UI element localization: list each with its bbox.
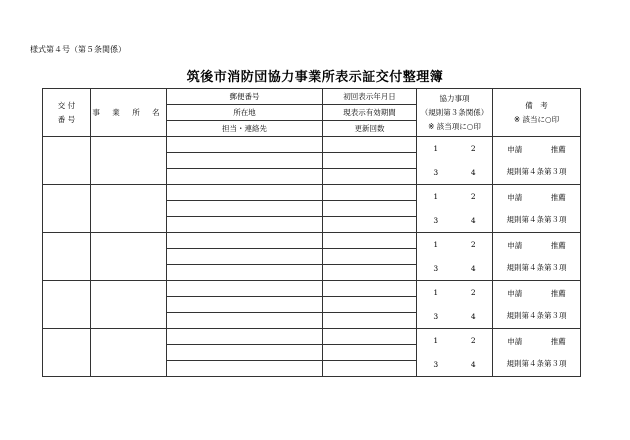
valid-period-cell[interactable]: [323, 201, 417, 217]
remarks-cell[interactable]: [493, 137, 581, 185]
coop-option-4[interactable]: 4: [470, 264, 476, 273]
remark-application[interactable]: 申請: [507, 289, 523, 298]
header-renewal-count: 更新回数: [323, 121, 417, 137]
contact-cell[interactable]: [167, 265, 323, 281]
office-name-cell[interactable]: [91, 281, 167, 329]
remark-rule-reference[interactable]: 規則第４条第３項: [506, 359, 567, 368]
renewal-count-cell[interactable]: [323, 265, 417, 281]
remark-application[interactable]: 申請: [507, 337, 523, 346]
coop-option-3[interactable]: 3: [433, 360, 439, 369]
coop-option-4[interactable]: 4: [470, 360, 476, 369]
coop-option-4[interactable]: 4: [470, 216, 476, 225]
valid-period-cell[interactable]: [323, 297, 417, 313]
valid-period-cell[interactable]: [323, 153, 417, 169]
form-reference: 様式第４号（第５条関係）: [30, 45, 126, 54]
coop-option-1[interactable]: 1: [433, 144, 439, 153]
remark-recommendation[interactable]: 推薦: [550, 337, 566, 346]
issue-number-cell[interactable]: [43, 185, 91, 233]
address-cell[interactable]: [167, 297, 323, 313]
coop-option-3[interactable]: 3: [433, 168, 439, 177]
coop-option-3[interactable]: 3: [433, 312, 439, 321]
coop-option-1[interactable]: 1: [433, 240, 439, 249]
remark-rule-reference[interactable]: 規則第４条第３項: [506, 263, 567, 272]
table-row: [43, 281, 581, 297]
header-address: 所在地: [167, 105, 323, 121]
coop-option-2[interactable]: 2: [470, 240, 476, 249]
register-table: [42, 88, 581, 377]
renewal-count-cell[interactable]: [323, 361, 417, 377]
header-first-display-date: 初回表示年月日: [323, 89, 417, 105]
header-contact: 担当・連絡先: [167, 121, 323, 137]
header-office-name: 事 業 所 名: [91, 89, 167, 137]
coop-option-3[interactable]: 3: [433, 216, 439, 225]
postal-code-cell[interactable]: [167, 185, 323, 201]
address-cell[interactable]: [167, 249, 323, 265]
table-row: [43, 185, 581, 201]
coop-option-1[interactable]: 1: [433, 288, 439, 297]
remark-rule-reference[interactable]: 規則第４条第３項: [506, 311, 567, 320]
coop-option-2[interactable]: 2: [470, 288, 476, 297]
first-display-date-cell[interactable]: [323, 281, 417, 297]
remark-rule-reference[interactable]: 規則第４条第３項: [506, 215, 567, 224]
remark-recommendation[interactable]: 推薦: [550, 241, 566, 250]
document-title: 筑後市消防団協力事業所表示証交付整理簿: [186, 70, 444, 85]
renewal-count-cell[interactable]: [323, 217, 417, 233]
contact-cell[interactable]: [167, 217, 323, 233]
cooperation-items-cell[interactable]: [417, 233, 493, 281]
office-name-cell[interactable]: [91, 185, 167, 233]
postal-code-cell[interactable]: [167, 329, 323, 345]
contact-cell[interactable]: [167, 313, 323, 329]
remark-application[interactable]: 申請: [507, 145, 523, 154]
office-name-cell[interactable]: [91, 137, 167, 185]
cooperation-items-cell[interactable]: [417, 281, 493, 329]
address-cell[interactable]: [167, 201, 323, 217]
contact-cell[interactable]: [167, 361, 323, 377]
coop-option-2[interactable]: 2: [470, 336, 476, 345]
table-row: [43, 329, 581, 345]
remark-rule-reference[interactable]: 規則第４条第３項: [506, 167, 567, 176]
cooperation-items-cell[interactable]: [417, 137, 493, 185]
first-display-date-cell[interactable]: [323, 329, 417, 345]
remark-recommendation[interactable]: 推薦: [550, 145, 566, 154]
coop-option-1[interactable]: 1: [433, 336, 439, 345]
table-row: [43, 233, 581, 249]
renewal-count-cell[interactable]: [323, 169, 417, 185]
coop-option-2[interactable]: 2: [470, 144, 476, 153]
first-display-date-cell[interactable]: [323, 233, 417, 249]
header-remarks: 備 考 ※ 該当に○印: [493, 89, 581, 137]
coop-option-4[interactable]: 4: [470, 312, 476, 321]
coop-option-1[interactable]: 1: [433, 192, 439, 201]
table-row: [43, 137, 581, 153]
first-display-date-cell[interactable]: [323, 185, 417, 201]
renewal-count-cell[interactable]: [323, 313, 417, 329]
remarks-cell[interactable]: [493, 329, 581, 377]
coop-option-3[interactable]: 3: [433, 264, 439, 273]
header-cooperation-items: 協力事項 （規則第３条関係） ※ 該当項に○印: [417, 89, 493, 137]
remark-recommendation[interactable]: 推薦: [550, 193, 566, 202]
cooperation-items-cell[interactable]: [417, 185, 493, 233]
remark-application[interactable]: 申請: [507, 241, 523, 250]
issue-number-cell[interactable]: [43, 233, 91, 281]
issue-number-cell[interactable]: [43, 137, 91, 185]
header-postal-code: 郵便番号: [167, 89, 323, 105]
remarks-cell[interactable]: [493, 281, 581, 329]
remark-application[interactable]: 申請: [507, 193, 523, 202]
office-name-cell[interactable]: [91, 233, 167, 281]
issue-number-cell[interactable]: [43, 329, 91, 377]
header-valid-period: 現表示有効期間: [323, 105, 417, 121]
address-cell[interactable]: [167, 345, 323, 361]
postal-code-cell[interactable]: [167, 137, 323, 153]
remarks-cell[interactable]: [493, 233, 581, 281]
first-display-date-cell[interactable]: [323, 137, 417, 153]
remarks-cell[interactable]: [493, 185, 581, 233]
postal-code-cell[interactable]: [167, 281, 323, 297]
remark-recommendation[interactable]: 推薦: [550, 289, 566, 298]
address-cell[interactable]: [167, 153, 323, 169]
contact-cell[interactable]: [167, 169, 323, 185]
header-issue-number: 交 付 番 号: [43, 89, 91, 137]
cooperation-items-cell[interactable]: [417, 329, 493, 377]
office-name-cell[interactable]: [91, 329, 167, 377]
issue-number-cell[interactable]: [43, 281, 91, 329]
postal-code-cell[interactable]: [167, 233, 323, 249]
valid-period-cell[interactable]: [323, 345, 417, 361]
coop-option-2[interactable]: 2: [470, 192, 476, 201]
coop-option-4[interactable]: 4: [470, 168, 476, 177]
valid-period-cell[interactable]: [323, 249, 417, 265]
